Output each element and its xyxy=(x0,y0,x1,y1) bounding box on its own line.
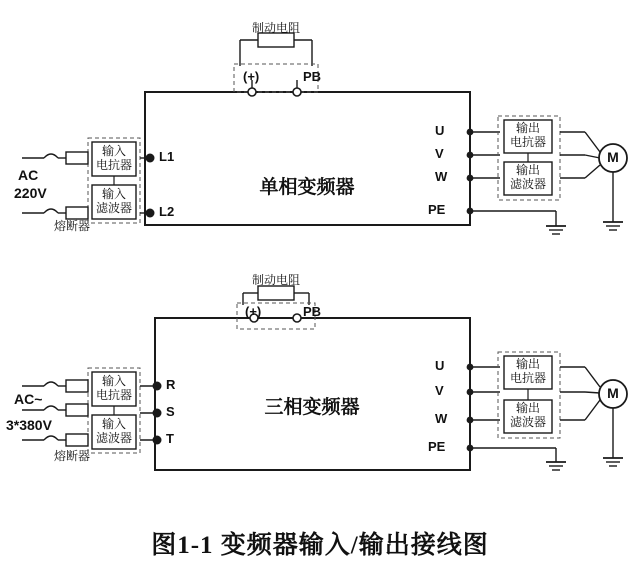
output-filter-line2-top: 滤波器 xyxy=(509,177,547,191)
output-reactor-line2-bottom: 电抗器 xyxy=(509,371,547,385)
motor-label-bottom: M xyxy=(607,385,619,401)
input-reactor-line1-top: 输入 xyxy=(101,144,127,158)
supply-label-top-line1: AC xyxy=(18,167,39,183)
fuse-label-top: 熔断器 xyxy=(54,219,91,233)
terminal-plus-top: (+) xyxy=(243,69,260,84)
input-filter-line2-top: 滤波器 xyxy=(95,201,133,215)
output-reactor-line2-top: 电抗器 xyxy=(509,135,547,149)
output-reactor-line1-bottom: 输出 xyxy=(515,357,541,371)
output-reactor-line1-top: 输出 xyxy=(515,121,541,135)
output-filter-line2-bottom: 滤波器 xyxy=(509,415,547,429)
input-filter-line1-bottom: 输入 xyxy=(101,417,127,431)
terminal-pb-top: PB xyxy=(303,69,322,84)
fuse-label-bottom: 熔断器 xyxy=(54,449,91,463)
input-filter-line2-bottom: 滤波器 xyxy=(95,431,133,445)
terminal-u-bottom: U xyxy=(435,358,445,373)
terminal-w-top: W xyxy=(435,169,448,184)
terminal-r: R xyxy=(166,377,176,392)
supply-label-bottom-line1: AC~ xyxy=(14,391,43,407)
terminal-w-bottom: W xyxy=(435,411,448,426)
input-filter-line1-top: 输入 xyxy=(101,187,127,201)
output-filter-line1-top: 输出 xyxy=(515,163,541,177)
input-reactor-line2-bottom: 电抗器 xyxy=(95,388,133,402)
brake-resistor-label-bottom: 制动电阻 xyxy=(251,273,301,287)
terminal-u-top: U xyxy=(435,123,445,138)
terminal-plus-bottom: (+) xyxy=(245,304,262,319)
output-filter-line1-bottom: 输出 xyxy=(515,401,541,415)
terminal-s: S xyxy=(166,404,175,419)
terminal-v-top: V xyxy=(435,146,444,161)
terminal-t: T xyxy=(166,431,174,446)
terminal-l1: L1 xyxy=(159,149,175,164)
drive-title-single-phase: 单相变频器 xyxy=(259,177,355,198)
terminal-l2: L2 xyxy=(159,204,175,219)
terminal-pe-bottom: PE xyxy=(428,439,446,454)
motor-label-top: M xyxy=(607,149,619,165)
terminal-v-bottom: V xyxy=(435,383,444,398)
supply-label-top-line2: 220V xyxy=(14,185,47,201)
supply-label-bottom-line2: 3*380V xyxy=(6,417,52,433)
terminal-pe-top: PE xyxy=(428,202,446,217)
figure-caption: 图1-1 变频器输入/输出接线图 xyxy=(151,532,489,559)
drive-title-three-phase: 三相变频器 xyxy=(264,397,360,418)
input-reactor-line2-top: 电抗器 xyxy=(95,158,133,172)
brake-resistor-label-top: 制动电阻 xyxy=(251,21,301,35)
terminal-pb-bottom: PB xyxy=(303,304,322,319)
input-reactor-line1-bottom: 输入 xyxy=(101,374,127,388)
